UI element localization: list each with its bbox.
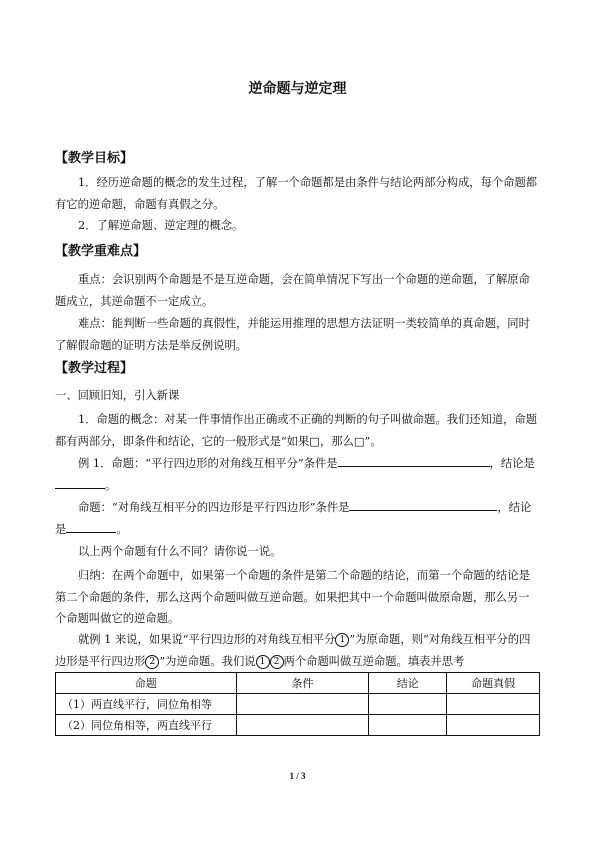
process-heading: 【教学过程】: [55, 361, 134, 376]
explanation-text-a: 就例 1 来说，如果说“平行四边形的对角线互相平分: [78, 633, 336, 646]
conclusion-blank[interactable]: [55, 475, 105, 489]
example-2-text-a: 命题：“对角线互相平分的四边形是平行四边形”条件是: [78, 501, 350, 514]
summary-paragraph: 归纳：在两个命题中，如果第一个命题的条件是第二个命题的结论，而第一个命题的结论是第二个命题的条件，那么这两个命题叫做互逆命题。如果把其中一个命题叫做原命题，那么另一个命题叫做它的逆命题。: [55, 569, 530, 625]
proposition-table: [55, 672, 540, 736]
concept-paragraph: 1．命题的概念：对某一件事情作出正确或不正确的判断的句子叫做命题。我们还知道，命题都有两部分，即条件和结论，它的一般形式是“如果□，那么□”。: [55, 413, 538, 448]
row-condition-cell[interactable]: [236, 694, 369, 715]
row-conclusion-cell[interactable]: [369, 694, 447, 715]
conclusion-blank[interactable]: [66, 519, 116, 533]
example-explanation: [55, 629, 540, 672]
goals-heading: 【教学目标】: [55, 151, 134, 166]
explanation-text-c: ”为逆命题。我们说: [159, 654, 256, 668]
process-step-1: 一、回顾旧知，引入新课: [55, 389, 180, 402]
page-title: 逆命题与逆定理: [248, 81, 347, 97]
example-1: [55, 453, 540, 496]
row-condition-cell[interactable]: [236, 715, 369, 736]
header-conclusion: 结论: [369, 673, 447, 694]
header-proposition: 命题: [56, 673, 237, 694]
header-truth: 命题真假: [447, 673, 540, 694]
key-point: 重点：会识别两个命题是不是互逆命题，会在简单情况下写出一个命题的逆命题，了解原命题成立，其逆命题不一定成立。: [55, 273, 530, 308]
question-paragraph: 以上两个命题有什么不同？请你说一说。: [78, 545, 282, 558]
example-1-text-a: 例 1．命题：“平行四边形的对角线互相平分”条件是: [78, 457, 338, 470]
example-1-text-b: ，结论是: [489, 457, 535, 470]
circled-number-1: 1: [335, 633, 349, 647]
condition-blank[interactable]: [338, 453, 490, 467]
goal-2: 2．了解逆命题、逆定理的概念。: [78, 219, 244, 232]
example-2-text-b: ，结论是: [55, 501, 532, 536]
explanation-text-b: ”为原命题，则“对角线互相平分的四边形是平行四边形: [55, 633, 531, 668]
condition-blank[interactable]: [349, 497, 497, 511]
table-row: [56, 694, 540, 715]
circled-number-1: 1: [256, 655, 270, 669]
example-2: [55, 497, 540, 540]
key-points-heading: 【教学重难点】: [55, 244, 147, 259]
row-proposition: （2）同位角相等，两直线平行: [56, 715, 237, 736]
table-header-row: [56, 673, 540, 694]
period: 。: [105, 478, 117, 492]
header-condition: 条件: [236, 673, 369, 694]
difficult-point: 难点：能判断一些命题的真假性，并能运用推理的思想方法证明一类较简单的真命题，同时了解假命题的证明方法是举反例说明。: [55, 317, 530, 352]
explanation-text-d: 两个命题叫做互逆命题。填表并思考: [283, 654, 465, 668]
table-row: [56, 715, 540, 736]
goal-1: 1．经历逆命题的概念的发生过程，了解一个命题都是由条件与结论两部分构成，每个命题都有它的逆命题，命题有真假之分。: [55, 176, 538, 211]
row-truth-cell[interactable]: [447, 694, 540, 715]
row-conclusion-cell[interactable]: [369, 715, 447, 736]
row-truth-cell[interactable]: [447, 715, 540, 736]
circled-number-2: 2: [145, 655, 159, 669]
circled-number-2: 2: [270, 655, 284, 669]
period: 。: [116, 522, 128, 536]
row-proposition: （1）两直线平行，同位角相等: [56, 694, 237, 715]
page-number: 1 / 3: [289, 771, 306, 781]
